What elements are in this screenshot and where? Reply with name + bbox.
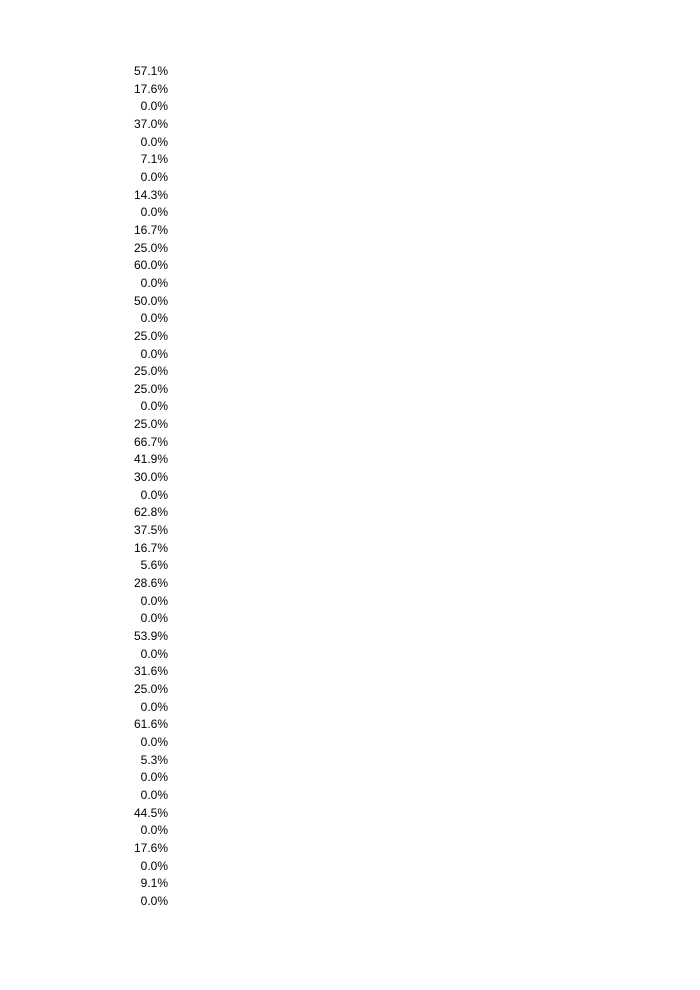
percentage-cell: 66.7% [133,434,168,449]
percentage-cell: 25.0% [133,381,168,396]
percentage-cell: 50.0% [133,293,168,308]
percentage-cell: 0.0% [140,134,168,149]
percentage-cell: 5.3% [140,752,168,767]
percentage-cell: 5.6% [140,558,168,573]
percentage-cell: 17.6% [133,81,168,96]
percentage-cell: 0.0% [140,823,168,838]
percentage-cell: 14.3% [133,187,168,202]
percentage-cell: 9.1% [140,876,168,891]
percentage-cell: 31.6% [133,664,168,679]
percentage-cell: 0.0% [140,399,168,414]
percentage-cell: 16.7% [133,540,168,555]
percentage-cell: 0.0% [140,787,168,802]
percentage-cell: 0.0% [140,893,168,908]
percentage-cell: 37.0% [133,116,168,131]
percentage-cell: 0.0% [140,770,168,785]
percentage-cell: 0.0% [140,858,168,873]
percentage-cell: 62.8% [133,505,168,520]
percentage-cell: 0.0% [140,275,168,290]
percentage-cell: 0.0% [140,487,168,502]
percentage-cell: 25.0% [133,417,168,432]
percentage-cell: 44.5% [133,805,168,820]
percentage-cell: 25.0% [133,328,168,343]
percentage-cell: 53.9% [133,629,168,643]
percentage-cell: 0.0% [140,734,168,749]
percentage-cell: 60.0% [133,258,168,273]
percentage-cell: 28.6% [133,576,168,591]
percentage-cell: 0.0% [140,205,168,220]
percentage-cell: 30.0% [133,470,168,485]
percentage-cell: 57.1% [133,64,168,78]
percentage-cell: 0.0% [140,311,168,326]
percentage-cell: 0.0% [140,611,168,626]
percentage-cell: 0.0% [140,646,168,661]
percentage-cell: 41.9% [133,452,168,467]
percentage-cell: 0.0% [140,169,168,184]
percentage-cell: 61.6% [133,717,168,732]
percentage-cell: 0.0% [140,99,168,114]
percentage-cell: 25.0% [133,681,168,696]
percentage-cell: 0.0% [140,346,168,361]
percentage-cell: 25.0% [133,364,168,379]
percentage-column [110,63,168,911]
percentage-cell: 7.1% [140,152,168,167]
percentage-cell: 16.7% [133,222,168,237]
percentage-cell: 0.0% [140,699,168,714]
percentage-cell: 17.6% [133,840,168,855]
percentage-cell: 37.5% [133,523,168,538]
percentage-cell: 25.0% [133,240,168,255]
percentage-cell: 0.0% [140,593,168,608]
